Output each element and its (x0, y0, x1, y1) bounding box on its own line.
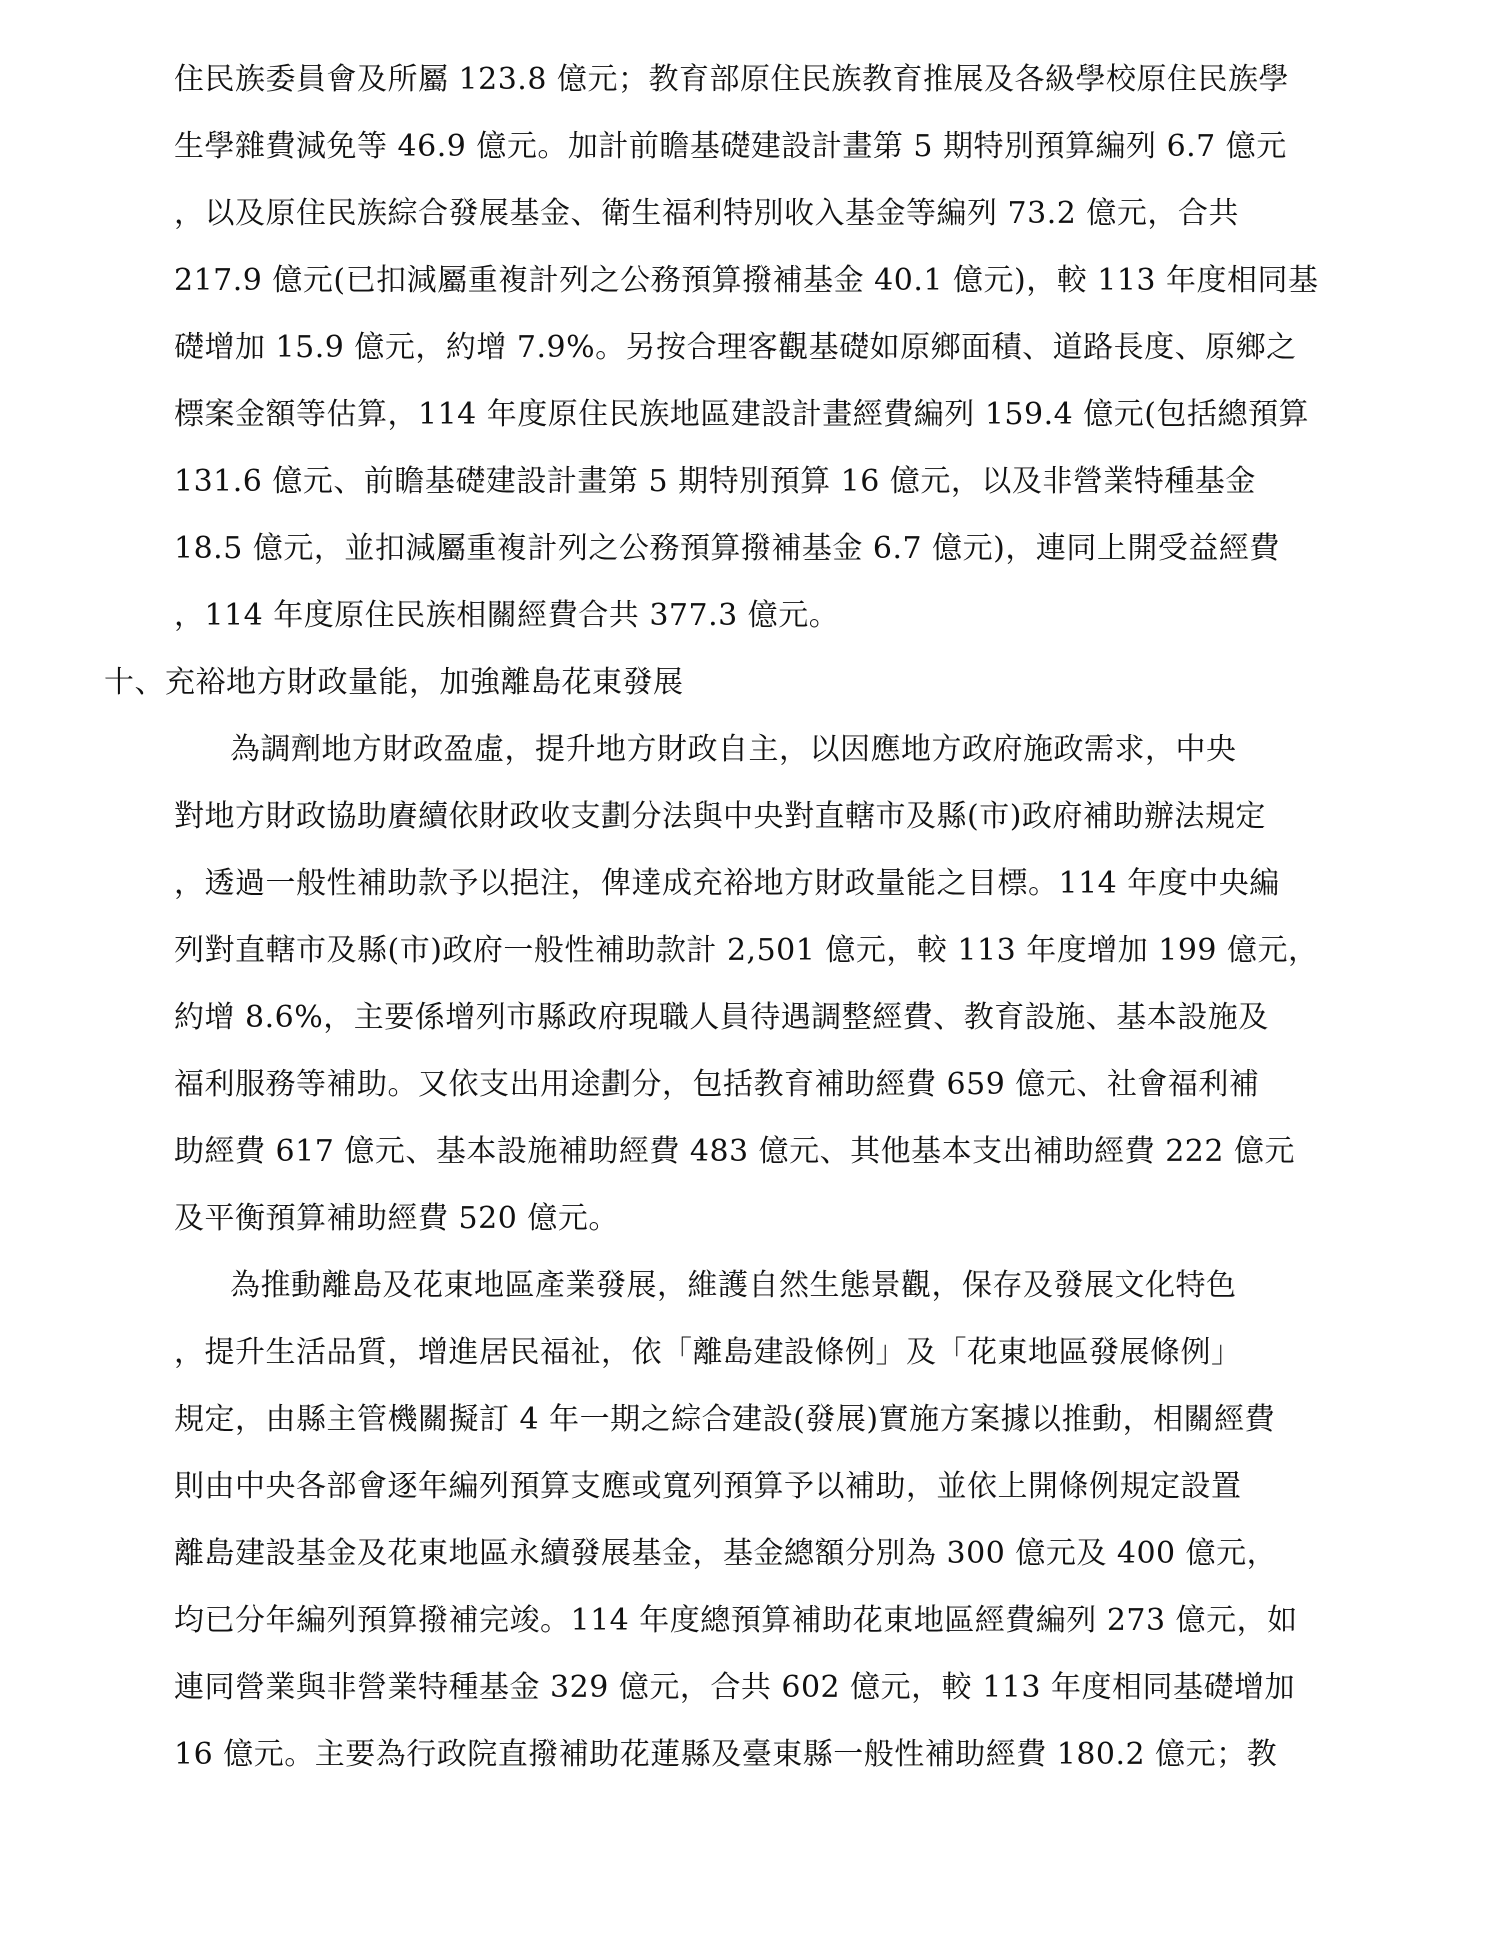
paragraph-line: ，114 年度原住民族相關經費合共 377.3 億元。 (174, 598, 840, 633)
paragraph-line: 均已分年編列預算撥補完竣。114 年度總預算補助花東地區經費編列 273 億元，如 (174, 1603, 1298, 1638)
paragraph-line: 217.9 億元(已扣減屬重複計列之公務預算撥補基金 40.1 億元)，較 113 年度相同基 (174, 263, 1319, 298)
paragraph-line: 131.6 億元、前瞻基礎建設計畫第 5 期特別預算 16 億元，以及非營業特種基金 (174, 464, 1256, 499)
paragraph-line: 則由中央各部會逐年編列預算支應或寬列預算予以補助，並依上開條例規定設置 (174, 1469, 1242, 1504)
paragraph-line: 約增 8.6%，主要係增列市縣政府現職人員待遇調整經費、教育設施、基本設施及 (174, 1000, 1269, 1035)
paragraph-line: 16 億元。主要為行政院直撥補助花蓮縣及臺東縣一般性補助經費 180.2 億元；教 (174, 1737, 1278, 1772)
paragraph-line: 及平衡預算補助經費 520 億元。 (174, 1201, 619, 1236)
paragraph-line: 助經費 617 億元、基本設施補助經費 483 億元、其他基本支出補助經費 222 億元 (174, 1134, 1295, 1169)
paragraph-line: 福利服務等補助。又依支出用途劃分，包括教育補助經費 659 億元、社會福利補 (174, 1067, 1260, 1102)
paragraph-line: 離島建設基金及花東地區永續發展基金，基金總額分別為 300 億元及 400 億元， (174, 1536, 1278, 1571)
paragraph-line: 18.5 億元，並扣減屬重複計列之公務預算撥補基金 6.7 億元)，連同上開受益經費 (174, 531, 1280, 566)
section-heading: 十、充裕地方財政量能，加強離島花東發展 (104, 665, 684, 700)
paragraph-line: 為推動離島及花東地區產業發展，維護自然生態景觀，保存及發展文化特色 (230, 1268, 1237, 1303)
paragraph-line: 對地方財政協助賡續依財政收支劃分法與中央對直轄市及縣(市)政府補助辦法規定 (174, 799, 1266, 834)
paragraph-line: ，提升生活品質，增進居民福祉，依「離島建設條例」及「花東地區發展條例」 (174, 1335, 1242, 1370)
paragraph-line: 生學雜費減免等 46.9 億元。加計前瞻基礎建設計畫第 5 期特別預算編列 6.7 億元 (174, 129, 1287, 164)
paragraph-line: ，透過一般性補助款予以挹注，俾達成充裕地方財政量能之目標。114 年度中央編 (174, 866, 1280, 901)
paragraph-line: 住民族委員會及所屬 123.8 億元；教育部原住民族教育推展及各級學校原住民族學 (174, 62, 1289, 97)
paragraph-line: 為調劑地方財政盈虛，提升地方財政自主，以因應地方政府施政需求，中央 (230, 732, 1237, 767)
paragraph-line: 標案金額等估算，114 年度原住民族地區建設計畫經費編列 159.4 億元(包括總預算 (174, 397, 1309, 432)
paragraph-line: 規定，由縣主管機關擬訂 4 年一期之綜合建設(發展)實施方案據以推動，相關經費 (174, 1402, 1276, 1437)
paragraph-line: ，以及原住民族綜合發展基金、衛生福利特別收入基金等編列 73.2 億元，合共 (174, 196, 1239, 231)
paragraph-line: 礎增加 15.9 億元，約增 7.9%。另按合理客觀基礎如原鄉面積、道路長度、原鄉之 (174, 330, 1297, 365)
paragraph-line: 列對直轄市及縣(市)政府一般性補助款計 2,501 億元，較 113 年度增加 199 億元， (174, 933, 1319, 968)
paragraph-line: 連同營業與非營業特種基金 329 億元，合共 602 億元，較 113 年度相同基礎增加 (174, 1670, 1295, 1705)
